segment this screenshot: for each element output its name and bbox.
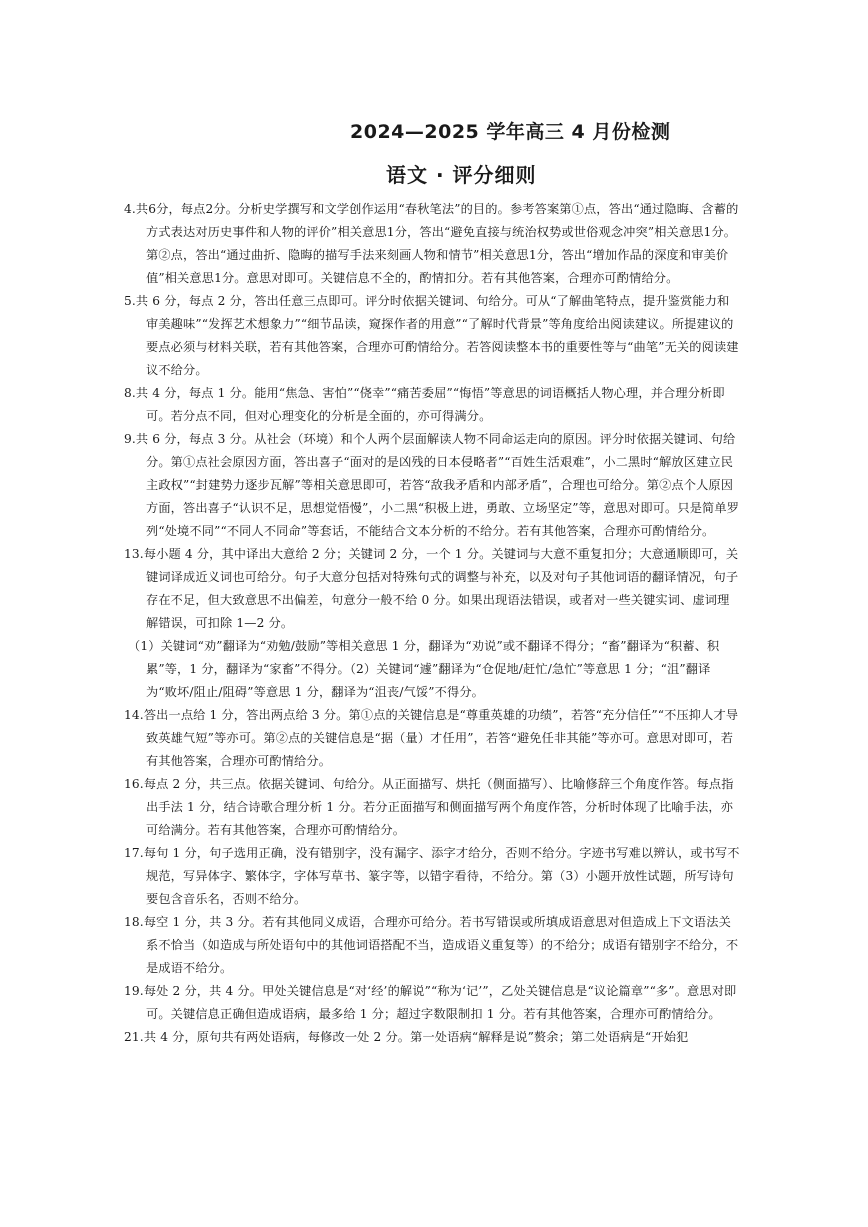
scoring-rules-list: [124, 198, 740, 1049]
rule-item-13-details: （1）关键词“劝”翻译为“劝勉/鼓励”等相关意思 1 分，翻译为“劝说”或不翻译不得分；“畜”翻译为“积蓄、积累”等，1 分，翻译为“家畜”不得分。（2）关键词“遽”翻译为“仓促地/赶忙/急忙”等意思 1 分；“沮”翻译为“败坏/阻止/阻碍”等意思 1 分，翻译为“沮丧/气馁”不得分。: [128, 639, 720, 699]
rule-item-19: 19.每处 2 分，共 4 分。甲处关键信息是“对‘经’的解说”“称为‘记’”，乙处关键信息是“议论篇章”“多”。意思对即可。关键信息正确但造成语病，最多给 1 分；超过字数限制扣 1 分。若有其他答案，合理亦可酌情给分。: [124, 984, 737, 1021]
rule-item-13: 13.每小题 4 分，其中译出大意给 2 分；关键词 2 分，一个 1 分。关键词与大意不重复扣分；大意通顺即可，关键词译成近义词也可给分。句子大意分包括对特殊句式的调整与补充，以及对句子其他词语的翻译情况，句子存在不足，但大致意思不出偏差，句意分一般不给 0 分。如果出现语法错误，或者对一些关键实词、虚词理解错误，可扣除 1—2 分。: [124, 547, 739, 630]
rule-item-8: 8.共 4 分，每点 1 分。能用“焦急、害怕”“侥幸”“痛苦委屈”“悔悟”等意思的词语概括人物心理，并合理分析即可。若分点不同，但对心理变化的分析是全面的，亦可得满分。: [124, 386, 725, 423]
rule-item-4: 4.共6分，每点2分。分析史学撰写和文学创作运用“春秋笔法”的目的。参考答案第①点，答出“通过隐晦、含蓄的方式表达对历史事件和人物的评价”相关意思1分，答出“避免直接与统治权势或世俗观念冲突”相关意思1分。第②点，答出“通过曲折、隐晦的描写手法来刻画人物和情节”相关意思1分，答出“增加作品的深度和审美价值”相关意思1分。意思对即可。关键信息不全的，酌情扣分。若有其他答案，合理亦可酌情给分。: [124, 202, 739, 285]
exam-title: 2024—2025 学年高三 4 月份检测: [350, 121, 671, 143]
rule-item-17: 17.每句 1 分，句子选用正确，没有错别字，没有漏字、添字才给分，否则不给分。字迹书写难以辨认，或书写不规范，写异体字、繁体字，字体写草书、篆字等，以错字看待，不给分。第（3）小题开放性试题，所写诗句要包含音乐名，否则不给分。: [124, 846, 740, 906]
rule-item-21: 21.共 4 分，原句共有两处语病，每修改一处 2 分。第一处语病“解释是说”赘余；第二处语病是“开始犯: [124, 1030, 689, 1044]
exam-subtitle: 语文 · 评分细则: [386, 163, 537, 187]
rule-item-18: 18.每空 1 分，共 3 分。若有其他同义成语，合理亦可给分。若书写错误或所填成语意思对但造成上下文语法关系不恰当（如造成与所处语句中的其他词语搭配不当，造成语义重复等）的不给分；成语有错别字不给分，不是成语不给分。: [124, 915, 739, 975]
rule-item-9: 9.共 6 分，每点 3 分。从社会（环境）和个人两个层面解读人物不同命运走向的原因。评分时依据关键词、句给分。第①点社会原因方面，答出喜子“面对的是凶残的日本侵略者”“百姓生活艰难”，小二黑时“解放区建立民主政权”“封建势力逐步瓦解”等相关意思即可，若答“敌我矛盾和内部矛盾”，合理也可给分。第②点个人原因方面，答出喜子“认识不足，思想觉悟慢”，小二黑“积极上进，勇敢、立场坚定”等，意思对即可。只是简单罗列“处境不同”“不同人不同命”等套话，不能结合文本分析的不给分。若有其他答案，合理亦可酌情给分。: [124, 432, 740, 538]
rule-item-16: 16.每点 2 分，共三点。依据关键词、句给分。从正面描写、烘托（侧面描写）、比喻修辞三个角度作答。每点指出手法 1 分，结合诗歌合理分析 1 分。若分正面描写和侧面描写两个角度作答，分析时体现了比喻手法，亦可给满分。若有其他答案，合理亦可酌情给分。: [124, 777, 734, 837]
rule-item-14: 14.答出一点给 1 分，答出两点给 3 分。第①点的关键信息是“尊重英雄的功绩”，若答“充分信任”“不压抑人才导致英雄气短”等亦可。第②点的关键信息是“据（量）才任用”，若答“避免任非其能”等亦可。意思对即可，若有其他答案，合理亦可酌情给分。: [124, 708, 739, 768]
rule-item-5: 5.共 6 分，每点 2 分，答出任意三点即可。评分时依据关键词、句给分。可从“了解曲笔特点，提升鉴赏能力和审美趣味”“发挥艺术想象力”“细节品读，窥探作者的用意”“了解时代背景”等角度给出阅读建议。所提建议的要点必须与材料关联，若有其他答案，合理亦可酌情给分。若答阅读整本书的重要性等与“曲笔”无关的阅读建议不给分。: [124, 294, 739, 377]
